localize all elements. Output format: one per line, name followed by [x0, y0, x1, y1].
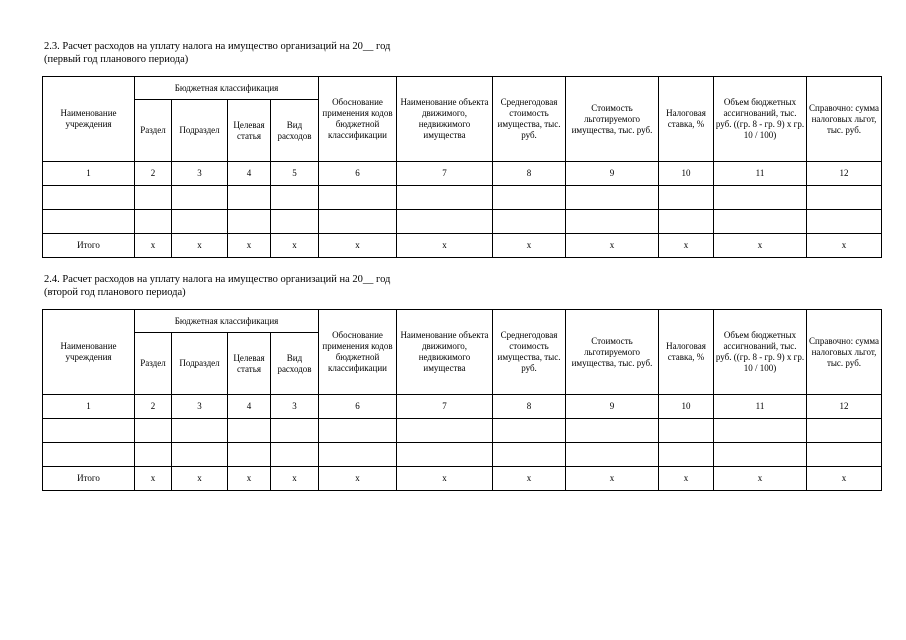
empty-cell[interactable]	[271, 186, 319, 210]
column-number: 3	[271, 395, 319, 419]
column-number: 4	[228, 162, 271, 186]
column-number: 7	[397, 162, 493, 186]
empty-cell[interactable]	[228, 419, 271, 443]
total-cell: x	[135, 234, 172, 258]
header-reference: Справочно: сумма налоговых льгот, тыс. руб.	[807, 77, 882, 162]
empty-row	[43, 419, 882, 443]
empty-cell[interactable]	[228, 186, 271, 210]
header-avg-value: Среднегодовая стоимость имущества, тыс. руб.	[493, 310, 566, 395]
empty-cell[interactable]	[228, 210, 271, 234]
empty-cell[interactable]	[172, 210, 228, 234]
empty-row	[43, 210, 882, 234]
empty-cell[interactable]	[659, 186, 714, 210]
total-cell: x	[172, 234, 228, 258]
total-cell: x	[319, 467, 397, 491]
total-cell: x	[807, 467, 882, 491]
empty-cell[interactable]	[271, 419, 319, 443]
column-number: 2	[135, 395, 172, 419]
empty-cell[interactable]	[43, 210, 135, 234]
empty-cell[interactable]	[493, 443, 566, 467]
empty-cell[interactable]	[43, 186, 135, 210]
empty-cell[interactable]	[714, 210, 807, 234]
empty-cell[interactable]	[807, 186, 882, 210]
empty-cell[interactable]	[566, 186, 659, 210]
total-cell: x	[493, 467, 566, 491]
empty-cell[interactable]	[135, 419, 172, 443]
column-number: 1	[43, 395, 135, 419]
empty-cell[interactable]	[319, 419, 397, 443]
total-cell: x	[271, 234, 319, 258]
section-title: 2.3. Расчет расходов на уплату налога на имущество организаций на 20__ год	[44, 41, 391, 52]
empty-cell[interactable]	[135, 210, 172, 234]
column-number: 5	[271, 162, 319, 186]
empty-row	[43, 443, 882, 467]
column-number: 3	[172, 395, 228, 419]
header-section: Раздел	[135, 100, 172, 162]
section-subtitle: (первый год планового периода)	[44, 54, 189, 65]
header-budget-classification: Бюджетная классификация	[135, 77, 319, 100]
empty-cell[interactable]	[714, 443, 807, 467]
header-allocations: Объем бюджетных ассигнований, тыс. руб. ((гр. 8 - гр. 9) x гр. 10 / 100)	[714, 310, 807, 395]
tax-calculation-table	[42, 309, 882, 491]
empty-row	[43, 186, 882, 210]
section-2-3	[42, 40, 882, 258]
empty-cell[interactable]	[271, 210, 319, 234]
header-section: Раздел	[135, 333, 172, 395]
empty-cell[interactable]	[319, 186, 397, 210]
empty-cell[interactable]	[493, 419, 566, 443]
section-heading	[44, 40, 882, 66]
column-numbers-row	[43, 162, 882, 186]
column-number: 1	[43, 162, 135, 186]
empty-cell[interactable]	[228, 443, 271, 467]
header-budget-classification: Бюджетная классификация	[135, 310, 319, 333]
empty-cell[interactable]	[319, 210, 397, 234]
header-institution: Наименование учреждения	[43, 310, 135, 395]
column-number: 9	[566, 162, 659, 186]
header-tax-rate: Налоговая ставка, %	[659, 77, 714, 162]
header-property-name: Наименование объекта движимого, недвижимого имущества	[397, 310, 493, 395]
header-tax-rate: Налоговая ставка, %	[659, 310, 714, 395]
empty-cell[interactable]	[714, 186, 807, 210]
total-cell: x	[319, 234, 397, 258]
section-subtitle: (второй год планового периода)	[44, 287, 186, 298]
column-number: 8	[493, 395, 566, 419]
empty-cell[interactable]	[493, 210, 566, 234]
header-target-article: Целевая статья	[228, 100, 271, 162]
empty-cell[interactable]	[271, 443, 319, 467]
column-number: 2	[135, 162, 172, 186]
total-cell: x	[493, 234, 566, 258]
empty-cell[interactable]	[397, 210, 493, 234]
total-label: Итого	[43, 234, 135, 258]
total-row	[43, 234, 882, 258]
empty-cell[interactable]	[807, 419, 882, 443]
header-expense-type: Вид расходов	[271, 100, 319, 162]
column-numbers-row	[43, 395, 882, 419]
column-number: 12	[807, 162, 882, 186]
empty-cell[interactable]	[172, 443, 228, 467]
total-cell: x	[566, 234, 659, 258]
column-number: 7	[397, 395, 493, 419]
empty-cell[interactable]	[172, 186, 228, 210]
total-cell: x	[172, 467, 228, 491]
total-cell: x	[659, 467, 714, 491]
column-number: 3	[172, 162, 228, 186]
empty-cell[interactable]	[43, 443, 135, 467]
empty-cell[interactable]	[135, 443, 172, 467]
header-property-name: Наименование объекта движимого, недвижимого имущества	[397, 77, 493, 162]
empty-cell[interactable]	[43, 419, 135, 443]
column-number: 11	[714, 395, 807, 419]
total-label: Итого	[43, 467, 135, 491]
header-subsection: Подраздел	[172, 100, 228, 162]
empty-cell[interactable]	[566, 419, 659, 443]
header-target-article: Целевая статья	[228, 333, 271, 395]
header-subsection: Подраздел	[172, 333, 228, 395]
total-cell: x	[271, 467, 319, 491]
header-institution: Наименование учреждения	[43, 77, 135, 162]
header-avg-value: Среднегодовая стоимость имущества, тыс. руб.	[493, 77, 566, 162]
empty-cell[interactable]	[172, 419, 228, 443]
column-number: 10	[659, 395, 714, 419]
column-number: 9	[566, 395, 659, 419]
header-expense-type: Вид расходов	[271, 333, 319, 395]
empty-cell[interactable]	[397, 186, 493, 210]
empty-cell[interactable]	[135, 186, 172, 210]
column-number: 6	[319, 162, 397, 186]
header-preferential-value: Стоимость льготируемого имущества, тыс. руб.	[566, 310, 659, 395]
empty-cell[interactable]	[659, 419, 714, 443]
empty-cell[interactable]	[319, 443, 397, 467]
empty-cell[interactable]	[807, 210, 882, 234]
tax-calculation-table	[42, 76, 882, 258]
total-cell: x	[397, 234, 493, 258]
empty-cell[interactable]	[659, 443, 714, 467]
column-number: 6	[319, 395, 397, 419]
section-heading	[44, 273, 882, 299]
empty-cell[interactable]	[397, 419, 493, 443]
total-cell: x	[566, 467, 659, 491]
section-2-4	[42, 273, 882, 491]
total-cell: x	[807, 234, 882, 258]
column-number: 10	[659, 162, 714, 186]
column-number: 4	[228, 395, 271, 419]
total-cell: x	[397, 467, 493, 491]
empty-cell[interactable]	[807, 443, 882, 467]
column-number: 12	[807, 395, 882, 419]
section-title: 2.4. Расчет расходов на уплату налога на имущество организаций на 20__ год	[44, 274, 391, 285]
empty-cell[interactable]	[659, 210, 714, 234]
total-cell: x	[714, 467, 807, 491]
total-cell: x	[228, 467, 271, 491]
empty-cell[interactable]	[566, 210, 659, 234]
column-number: 11	[714, 162, 807, 186]
empty-cell[interactable]	[397, 443, 493, 467]
total-cell: x	[714, 234, 807, 258]
header-justification: Обоснование применения кодов бюджетной классификации	[319, 77, 397, 162]
total-cell: x	[228, 234, 271, 258]
total-cell: x	[659, 234, 714, 258]
header-reference: Справочно: сумма налоговых льгот, тыс. руб.	[807, 310, 882, 395]
column-number: 8	[493, 162, 566, 186]
header-justification: Обоснование применения кодов бюджетной классификации	[319, 310, 397, 395]
total-row	[43, 467, 882, 491]
header-preferential-value: Стоимость льготируемого имущества, тыс. руб.	[566, 77, 659, 162]
header-allocations: Объем бюджетных ассигнований, тыс. руб. ((гр. 8 - гр. 9) x гр. 10 / 100)	[714, 77, 807, 162]
empty-cell[interactable]	[566, 443, 659, 467]
empty-cell[interactable]	[714, 419, 807, 443]
empty-cell[interactable]	[493, 186, 566, 210]
total-cell: x	[135, 467, 172, 491]
